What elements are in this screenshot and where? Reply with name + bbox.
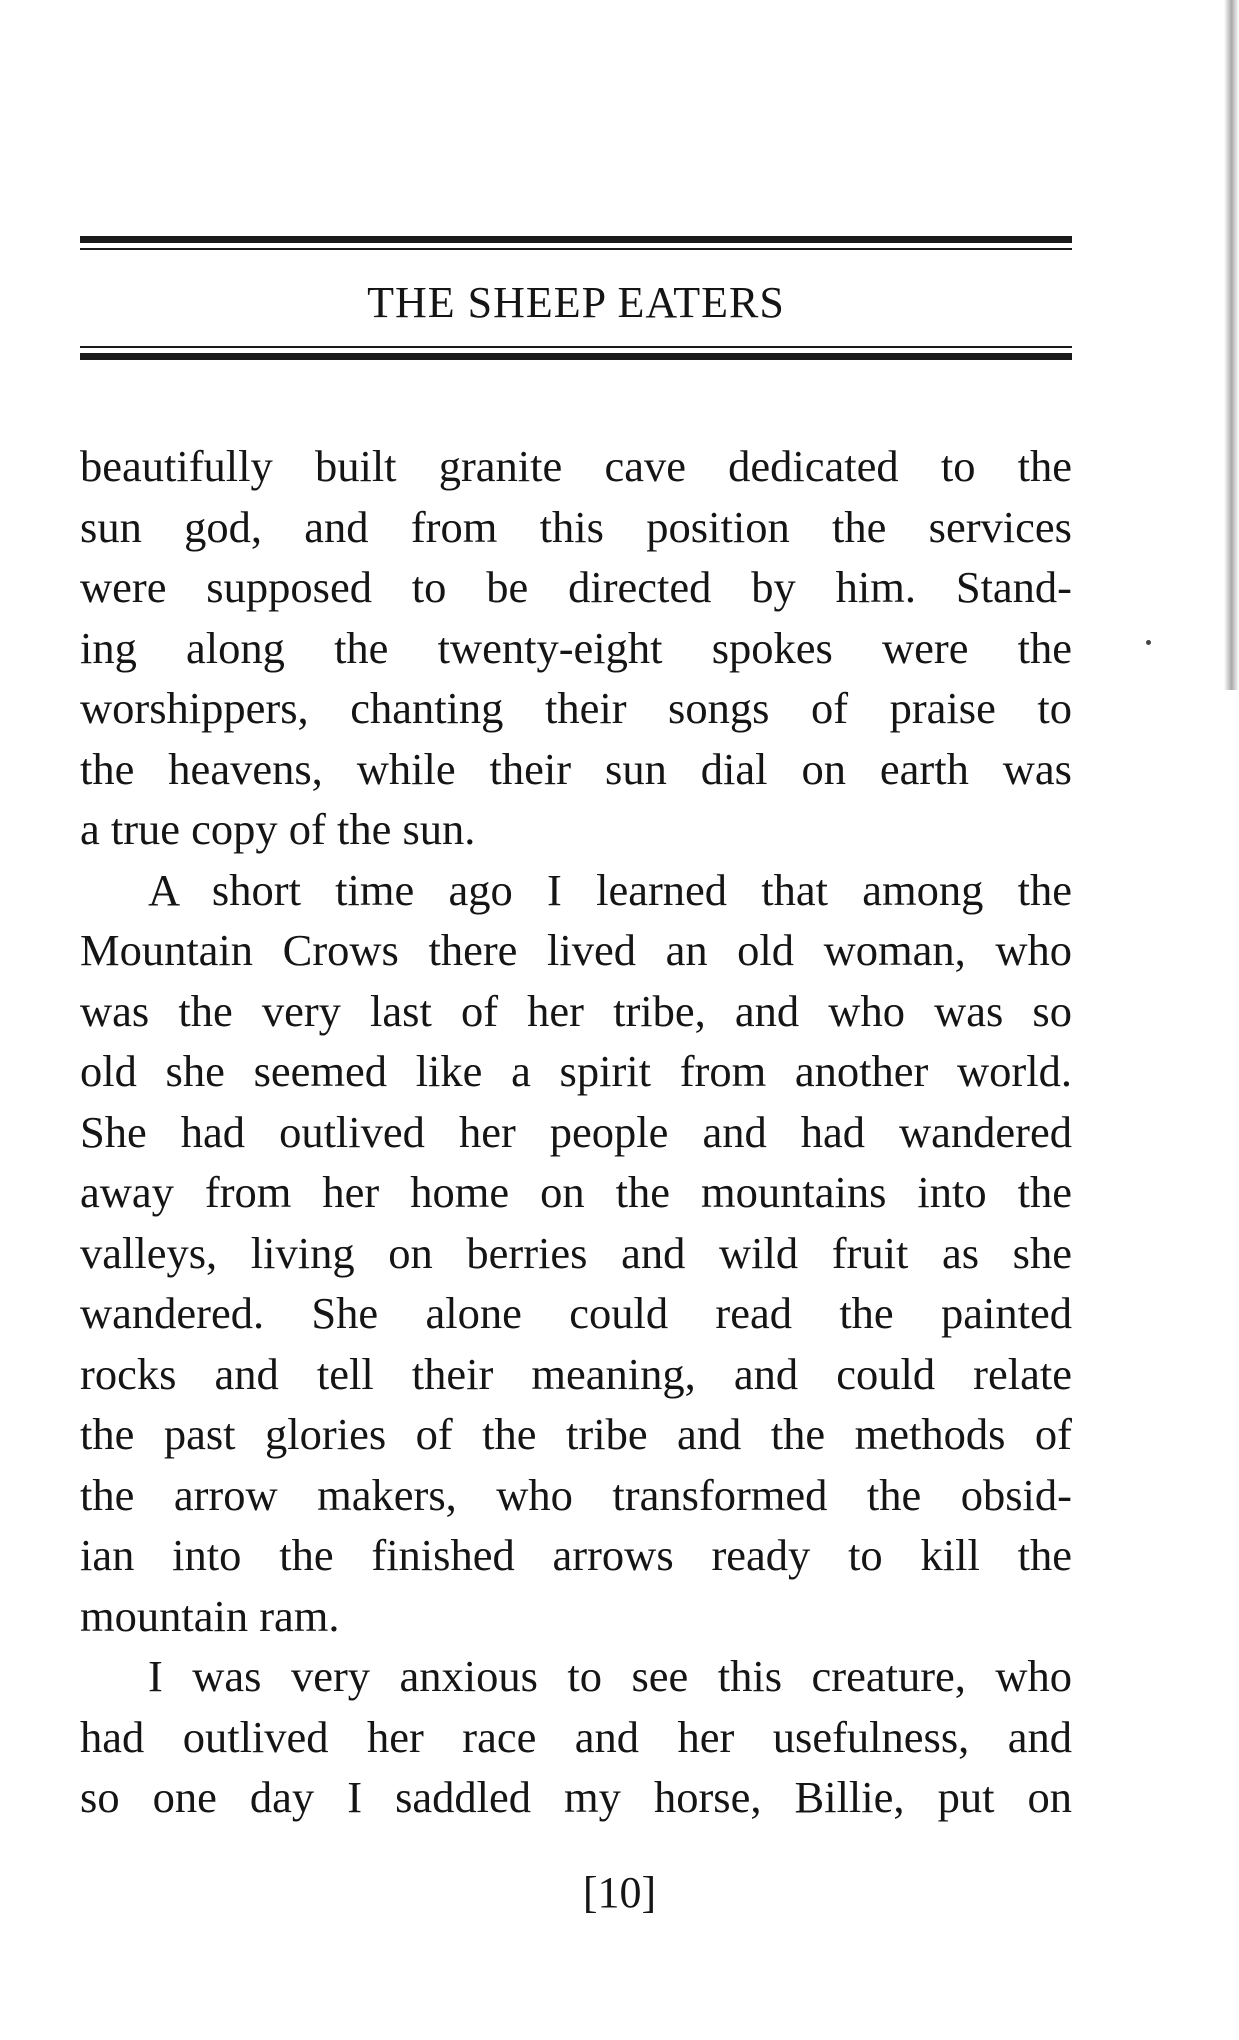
text-line: a true copy of the sun. [80, 804, 476, 854]
text-line: the heavens, while their sun dial on earth was [80, 743, 1072, 794]
text-line: rocks and tell their meaning, and could relate [80, 1348, 1072, 1399]
running-head: THE SHEEP EATERS [367, 278, 785, 327]
text-line: was the very last of her tribe, and who was so [80, 985, 1072, 1036]
ink-speck [1146, 640, 1151, 645]
header-rule-top [80, 236, 1072, 250]
header-rule-bottom [80, 346, 1072, 360]
text-line: away from her home on the mountains into the [80, 1167, 1072, 1217]
text-line: worshippers, chanting their songs of praise to [80, 683, 1072, 733]
text-line: wandered. She alone could read the painted [80, 1288, 1072, 1338]
text-line: ian into the finished arrows ready to kill the [80, 1530, 1072, 1580]
text-line: ing along the twenty-eight spokes were the [80, 622, 1072, 673]
text-line: A short time ago I learned that among the [148, 864, 1072, 915]
text-line: beautifully built granite cave dedicated to the [80, 441, 1072, 491]
text-line: valleys, living on berries and wild fruit as she [80, 1227, 1072, 1278]
page-edge-shadow [1224, 0, 1239, 690]
text-line: so one day I saddled my horse, Billie, put on [80, 1772, 1072, 1822]
text-line: I was very anxious to see this creature, who [148, 1651, 1072, 1701]
page-number: [10] [582, 1868, 657, 1917]
text-line: old she seemed like a spirit from another world. [80, 1046, 1072, 1096]
text-line: Mountain Crows there lived an old woman, who [80, 925, 1072, 975]
text-line: were supposed to be directed by him. Stand- [80, 562, 1072, 612]
body-text [80, 436, 1072, 1828]
text-line: sun god, and from this position the services [80, 501, 1072, 552]
text-line: mountain ram. [80, 1590, 340, 1641]
text-line: had outlived her race and her usefulness, and [80, 1711, 1072, 1762]
text-line: the past glories of the tribe and the methods of [80, 1409, 1072, 1459]
text-line: the arrow makers, who transformed the obsid- [80, 1469, 1072, 1520]
text-line: She had outlived her people and had wandered [80, 1106, 1072, 1157]
